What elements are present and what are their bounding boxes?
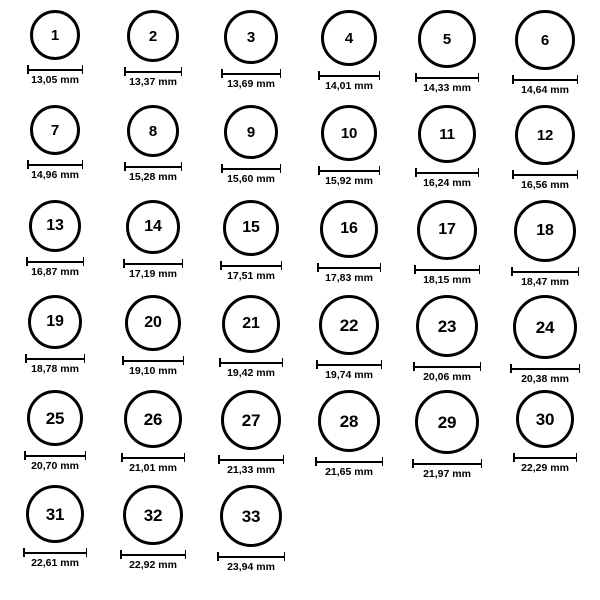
ring-diameter-label: 19,10 mm [129, 365, 177, 377]
dimension-tick-right [381, 360, 383, 369]
ring-circle [30, 10, 80, 60]
dimension-tick-right [480, 362, 482, 371]
ring-dimension [413, 362, 481, 383]
dimension-tick-right [379, 166, 381, 175]
ring-diameter-label: 18,78 mm [31, 363, 79, 375]
dimension-line-icon [217, 552, 285, 560]
ring-dimension [317, 263, 381, 284]
dimension-tick-right [281, 261, 283, 270]
ring-circle [417, 200, 477, 260]
ring-cell [6, 105, 104, 200]
dimension-tick-right [578, 267, 580, 276]
ring-dimension [26, 257, 84, 278]
dimension-tick-left [25, 354, 27, 363]
dimension-tick-left [318, 71, 320, 80]
ring-dimension [511, 267, 579, 288]
dimension-tick-left [512, 170, 514, 179]
ring-circle [418, 10, 476, 68]
ring-dimension [219, 358, 283, 379]
dimension-line-icon [414, 265, 480, 273]
ring-size-label: 20 [144, 314, 162, 331]
ring-diameter-label: 22,29 mm [521, 462, 569, 474]
ring-diameter-label: 17,83 mm [325, 272, 373, 284]
ring-circle [26, 485, 84, 543]
ring-diameter-label: 15,28 mm [129, 171, 177, 183]
ring-size-label: 31 [45, 504, 65, 524]
dimension-tick-left [221, 69, 223, 78]
ring-diameter-label: 20,06 mm [423, 371, 471, 383]
dimension-tick-right [84, 354, 86, 363]
ring-circle [126, 200, 180, 254]
ring-dimension [124, 67, 182, 88]
ring-circle [416, 295, 478, 357]
ring-diameter-label: 16,56 mm [521, 179, 569, 191]
dimension-bar [316, 364, 382, 366]
ring-diameter-label: 17,19 mm [129, 268, 177, 280]
dimension-line-icon [510, 364, 580, 372]
dimension-bar [412, 463, 482, 465]
ring-dimension [217, 552, 285, 573]
dimension-tick-right [478, 73, 480, 82]
dimension-tick-left [221, 164, 223, 173]
ring-diameter-label: 15,60 mm [227, 173, 275, 185]
dimension-line-icon [316, 360, 382, 368]
dimension-bar [122, 360, 184, 362]
dimension-tick-left [318, 166, 320, 175]
ring-diameter-label: 18,15 mm [423, 274, 471, 286]
dimension-bar [315, 461, 383, 463]
ring-dimension [510, 364, 580, 385]
ring-circle [28, 295, 82, 349]
dimension-line-icon [121, 453, 185, 461]
ring-circle [220, 485, 282, 547]
ring-cell [300, 390, 398, 485]
ring-size-label: 30 [535, 409, 555, 429]
dimension-bar [123, 263, 183, 265]
dimension-line-icon [124, 162, 182, 170]
ring-cell [398, 105, 496, 200]
dimension-bar [511, 271, 579, 273]
dimension-tick-right [576, 453, 578, 462]
dimension-tick-left [511, 267, 513, 276]
dimension-tick-right [379, 71, 381, 80]
ring-cell [202, 485, 300, 580]
ring-size-label: 21 [242, 315, 260, 332]
ring-size-label: 16 [340, 220, 358, 237]
dimension-tick-left [413, 362, 415, 371]
ring-diameter-label: 19,74 mm [325, 369, 373, 381]
ring-cell [300, 295, 398, 390]
dimension-line-icon [513, 453, 577, 461]
dimension-tick-right [479, 265, 481, 274]
dimension-bar [413, 366, 481, 368]
dimension-bar [217, 556, 285, 558]
ring-cell [202, 390, 300, 485]
ring-dimension [124, 162, 182, 183]
dimension-tick-right [181, 67, 183, 76]
ring-circle [27, 390, 83, 446]
dimension-tick-left [24, 451, 26, 460]
dimension-tick-left [510, 364, 512, 373]
dimension-bar [318, 170, 380, 172]
ring-dimension [318, 71, 380, 92]
dimension-tick-right [83, 257, 85, 266]
dimension-tick-right [280, 69, 282, 78]
ring-diameter-label: 16,24 mm [423, 177, 471, 189]
ring-size-label: 28 [339, 411, 359, 431]
ring-dimension [513, 453, 577, 474]
ring-diameter-label: 15,92 mm [325, 175, 373, 187]
ring-size-label: 10 [340, 124, 358, 142]
ring-dimension [512, 75, 578, 96]
ring-circle [318, 390, 380, 452]
dimension-line-icon [412, 459, 482, 467]
ring-circle [29, 200, 81, 252]
dimension-line-icon [123, 259, 183, 267]
dimension-tick-right [380, 263, 382, 272]
ring-circle [516, 390, 574, 448]
ring-dimension [23, 548, 87, 569]
dimension-tick-right [185, 550, 187, 559]
ring-dimension [318, 166, 380, 187]
ring-size-label: 5 [442, 30, 452, 48]
dimension-bar [124, 166, 182, 168]
ring-size-label: 19 [46, 313, 64, 330]
ring-cell [104, 295, 202, 390]
dimension-tick-left [23, 548, 25, 557]
ring-cell [398, 295, 496, 390]
ring-dimension [27, 65, 83, 86]
dimension-line-icon [220, 261, 282, 269]
dimension-line-icon [318, 166, 380, 174]
dimension-bar [415, 172, 479, 174]
ring-circle [321, 105, 377, 161]
ring-size-label: 25 [45, 408, 65, 428]
dimension-tick-right [283, 455, 285, 464]
dimension-tick-left [513, 453, 515, 462]
dimension-tick-right [284, 552, 286, 561]
ring-cell [104, 105, 202, 200]
dimension-tick-left [415, 73, 417, 82]
dimension-line-icon [23, 548, 87, 556]
ring-size-label: 3 [246, 28, 256, 46]
ring-cell [6, 200, 104, 295]
ring-size-label: 26 [143, 409, 163, 429]
dimension-tick-right [579, 364, 581, 373]
ring-diameter-label: 19,42 mm [227, 367, 275, 379]
ring-circle [224, 10, 278, 64]
dimension-line-icon [124, 67, 182, 75]
dimension-tick-left [121, 453, 123, 462]
ring-circle [415, 390, 479, 454]
ring-dimension [218, 455, 284, 476]
dimension-tick-right [86, 548, 88, 557]
ring-size-label: 17 [438, 221, 456, 238]
ring-dimension [512, 170, 578, 191]
ring-circle [515, 105, 575, 165]
dimension-tick-right [282, 358, 284, 367]
ring-cell [398, 390, 496, 485]
ring-size-label: 22 [339, 315, 359, 335]
dimension-tick-left [26, 257, 28, 266]
ring-grid [6, 10, 594, 580]
ring-dimension [221, 164, 281, 185]
dimension-tick-left [219, 358, 221, 367]
ring-dimension [27, 160, 83, 181]
dimension-line-icon [219, 358, 283, 366]
ring-circle [127, 105, 179, 157]
ring-cell [300, 10, 398, 105]
dimension-line-icon [512, 75, 578, 83]
ring-cell [202, 200, 300, 295]
ring-dimension [415, 168, 479, 189]
dimension-line-icon [317, 263, 381, 271]
ring-dimension [220, 261, 282, 282]
dimension-tick-right [184, 453, 186, 462]
ring-cell [202, 295, 300, 390]
ring-diameter-label: 22,61 mm [31, 557, 79, 569]
ring-size-label: 9 [246, 123, 256, 141]
ring-cell [300, 200, 398, 295]
dimension-bar [27, 69, 83, 71]
ring-dimension [316, 360, 382, 381]
ring-circle [418, 105, 476, 163]
ring-diameter-label: 20,70 mm [31, 460, 79, 472]
dimension-tick-right [577, 170, 579, 179]
dimension-line-icon [27, 65, 83, 73]
dimension-bar [24, 455, 86, 457]
dimension-bar [512, 174, 578, 176]
dimension-bar [25, 358, 85, 360]
dimension-tick-right [577, 75, 579, 84]
dimension-bar [219, 362, 283, 364]
ring-size-label: 32 [143, 505, 163, 525]
dimension-tick-left [120, 550, 122, 559]
dimension-tick-right [181, 162, 183, 171]
dimension-bar [317, 267, 381, 269]
ring-circle [515, 10, 575, 70]
ring-diameter-label: 21,33 mm [227, 464, 275, 476]
ring-size-label: 18 [536, 222, 554, 239]
ring-dimension [315, 457, 383, 478]
ring-size-label: 11 [439, 125, 455, 143]
ring-cell [496, 295, 594, 390]
dimension-bar [120, 554, 186, 556]
dimension-tick-left [316, 360, 318, 369]
ring-size-label: 23 [437, 316, 457, 336]
dimension-tick-right [382, 457, 384, 466]
ring-circle [127, 10, 179, 62]
ring-cell [104, 10, 202, 105]
dimension-line-icon [26, 257, 84, 265]
ring-diameter-label: 13,37 mm [129, 76, 177, 88]
dimension-bar [121, 457, 185, 459]
ring-diameter-label: 13,05 mm [31, 74, 79, 86]
ring-dimension [24, 451, 86, 472]
ring-diameter-label: 22,92 mm [129, 559, 177, 571]
dimension-tick-right [82, 160, 84, 169]
ring-diameter-label: 14,64 mm [521, 84, 569, 96]
ring-circle [221, 390, 281, 450]
ring-size-label: 4 [344, 29, 354, 47]
ring-diameter-label: 18,47 mm [521, 276, 569, 288]
ring-size-label: 29 [437, 412, 457, 432]
ring-size-label: 7 [50, 121, 60, 139]
dimension-tick-left [414, 265, 416, 274]
ring-cell [496, 200, 594, 295]
dimension-bar [27, 164, 83, 166]
dimension-tick-left [217, 552, 219, 561]
dimension-tick-left [412, 459, 414, 468]
ring-circle [321, 10, 377, 66]
dimension-tick-left [317, 263, 319, 272]
ring-dimension [120, 550, 186, 571]
dimension-line-icon [120, 550, 186, 558]
dimension-tick-left [122, 356, 124, 365]
ring-cell [202, 10, 300, 105]
dimension-tick-left [415, 168, 417, 177]
ring-cell [6, 10, 104, 105]
dimension-bar [221, 73, 281, 75]
dimension-tick-left [315, 457, 317, 466]
ring-diameter-label: 14,96 mm [31, 169, 79, 181]
ring-cell [496, 105, 594, 200]
dimension-line-icon [315, 457, 383, 465]
dimension-tick-left [123, 259, 125, 268]
dimension-tick-left [27, 160, 29, 169]
ring-size-label: 27 [241, 410, 261, 430]
ring-dimension [412, 459, 482, 480]
ring-diameter-label: 16,87 mm [31, 266, 79, 278]
dimension-tick-left [27, 65, 29, 74]
ring-dimension [414, 265, 480, 286]
ring-diameter-label: 13,69 mm [227, 78, 275, 90]
ring-size-label: 1 [50, 26, 60, 44]
dimension-line-icon [221, 69, 281, 77]
dimension-line-icon [512, 170, 578, 178]
ring-size-label: 8 [148, 122, 158, 140]
ring-cell [398, 10, 496, 105]
ring-circle [125, 295, 181, 351]
dimension-bar [510, 368, 580, 370]
dimension-bar [26, 261, 84, 263]
dimension-line-icon [318, 71, 380, 79]
ring-size-label: 6 [540, 31, 550, 49]
ring-diameter-label: 14,01 mm [325, 80, 373, 92]
dimension-line-icon [413, 362, 481, 370]
ring-dimension [25, 354, 85, 375]
ring-diameter-label: 17,51 mm [227, 270, 275, 282]
ring-diameter-label: 21,97 mm [423, 468, 471, 480]
ring-circle [320, 200, 378, 258]
ring-circle [319, 295, 379, 355]
ring-dimension [121, 453, 185, 474]
ring-circle [513, 295, 577, 359]
ring-size-label: 15 [242, 219, 260, 236]
dimension-tick-right [82, 65, 84, 74]
ring-size-label: 13 [46, 217, 64, 234]
ring-diameter-label: 14,33 mm [423, 82, 471, 94]
dimension-bar [221, 168, 281, 170]
ring-size-label: 12 [536, 126, 554, 144]
dimension-line-icon [24, 451, 86, 459]
ring-size-label: 33 [241, 506, 261, 526]
dimension-line-icon [27, 160, 83, 168]
ring-cell [6, 295, 104, 390]
dimension-bar [318, 75, 380, 77]
dimension-tick-right [85, 451, 87, 460]
dimension-tick-right [481, 459, 483, 468]
dimension-tick-left [512, 75, 514, 84]
ring-circle [514, 200, 576, 262]
dimension-tick-left [124, 67, 126, 76]
ring-diameter-label: 21,01 mm [129, 462, 177, 474]
ring-circle [223, 200, 279, 256]
ring-dimension [415, 73, 479, 94]
ring-diameter-label: 20,38 mm [521, 373, 569, 385]
ring-circle [224, 105, 278, 159]
dimension-bar [415, 77, 479, 79]
ring-circle [124, 390, 182, 448]
ring-cell [6, 485, 104, 580]
dimension-line-icon [415, 168, 479, 176]
dimension-line-icon [122, 356, 184, 364]
dimension-bar [414, 269, 480, 271]
dimension-tick-right [183, 356, 185, 365]
dimension-tick-left [218, 455, 220, 464]
ring-circle [30, 105, 80, 155]
ring-cell [300, 105, 398, 200]
dimension-line-icon [511, 267, 579, 275]
ring-cell [104, 200, 202, 295]
ring-diameter-label: 23,94 mm [227, 561, 275, 573]
ring-dimension [221, 69, 281, 90]
dimension-tick-right [478, 168, 480, 177]
dimension-line-icon [415, 73, 479, 81]
ring-cell [398, 200, 496, 295]
dimension-tick-right [182, 259, 184, 268]
ring-circle [222, 295, 280, 353]
ring-dimension [122, 356, 184, 377]
ring-size-label: 24 [535, 317, 555, 337]
ring-cell [202, 105, 300, 200]
dimension-bar [513, 457, 577, 459]
dimension-tick-left [220, 261, 222, 270]
ring-diameter-label: 21,65 mm [325, 466, 373, 478]
dimension-bar [124, 71, 182, 73]
dimension-tick-left [124, 162, 126, 171]
ring-size-label: 14 [144, 218, 162, 235]
ring-circle [123, 485, 183, 545]
ring-cell [6, 390, 104, 485]
dimension-line-icon [25, 354, 85, 362]
dimension-bar [512, 79, 578, 81]
dimension-tick-right [280, 164, 282, 173]
dimension-bar [220, 265, 282, 267]
dimension-line-icon [221, 164, 281, 172]
dimension-line-icon [218, 455, 284, 463]
dimension-bar [23, 552, 87, 554]
ring-size-label: 2 [148, 27, 158, 45]
ring-cell [104, 485, 202, 580]
ring-cell [496, 10, 594, 105]
ring-cell [104, 390, 202, 485]
dimension-bar [218, 459, 284, 461]
ring-cell [496, 390, 594, 485]
ring-dimension [123, 259, 183, 280]
